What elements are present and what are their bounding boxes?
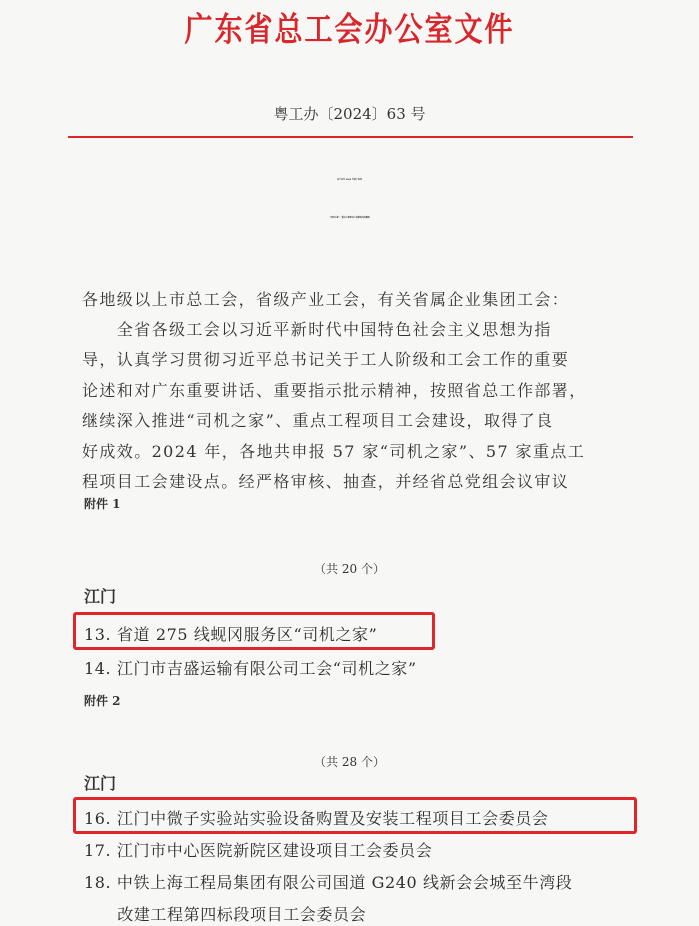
document-number: 粤工办〔2024〕63 号 [273, 105, 426, 123]
annex-1-region: 江门 [84, 587, 117, 606]
body-paragraph-line: 程项目工会建设点。经严格审核、抽查，并经省总党组会议审议 [82, 472, 570, 491]
annex-2-region: 江门 [84, 774, 117, 793]
annex-1-label: 附件 1 [84, 497, 121, 511]
annex-1-count: （共 20 个） [314, 562, 385, 576]
notice-title-line-2: “司机之家”、重点工程项目工会建设点的通知 [329, 217, 370, 219]
annex-2-list-item: 16. 江门中微子实验站实验设备购置及安装工程项目工会委员会 [84, 809, 549, 828]
highlight-box [73, 612, 435, 650]
red-divider-line [68, 136, 633, 138]
annex-1-list-item: 13. 省道 275 线蚬冈服务区“司机之家” [84, 625, 378, 644]
highlight-box [73, 797, 637, 834]
body-paragraph-line: 继续深入推进“司机之家”、重点工程项目工会建设，取得了良 [82, 411, 554, 430]
body-paragraph-line: 导，认真学习贯彻习近平总书记关于工人阶级和工会工作的重要 [82, 350, 570, 369]
annex-2-count: （共 28 个） [314, 755, 385, 769]
annex-1-list-item: 14. 江门市吉盛运输有限公司工会“司机之家” [84, 659, 417, 678]
document-header-title: 广东省总工会办公室文件 [184, 9, 515, 49]
annex-2-label: 附件 2 [84, 694, 121, 708]
annex-2-list-item: 改建工程第四标段项目工会委员会 [84, 905, 367, 924]
annex-2-list-item: 17. 江门市中心医院新院区建设项目工会委员会 [84, 841, 433, 860]
annex-2-list-item: 18. 中铁上海工程局集团有限公司国道 G240 线新会会城至牛湾段 [84, 873, 573, 892]
body-paragraph-line: 论述和对广东重要讲话、重要指示批示精神，按照省总工作部署， [82, 381, 587, 400]
body-paragraph-line: 各地级以上市总工会，省级产业工会，有关省属企业集团工会： [82, 290, 570, 309]
body-paragraph-line: 全省各级工会以习近平新时代中国特色社会主义思想为指 [82, 320, 552, 339]
body-paragraph-line: 好成效。2024 年，各地共申报 57 家“司机之家”、57 家重点工 [82, 442, 586, 461]
notice-title-line-1: 关于认定 2024 年度广东省 [337, 179, 362, 181]
